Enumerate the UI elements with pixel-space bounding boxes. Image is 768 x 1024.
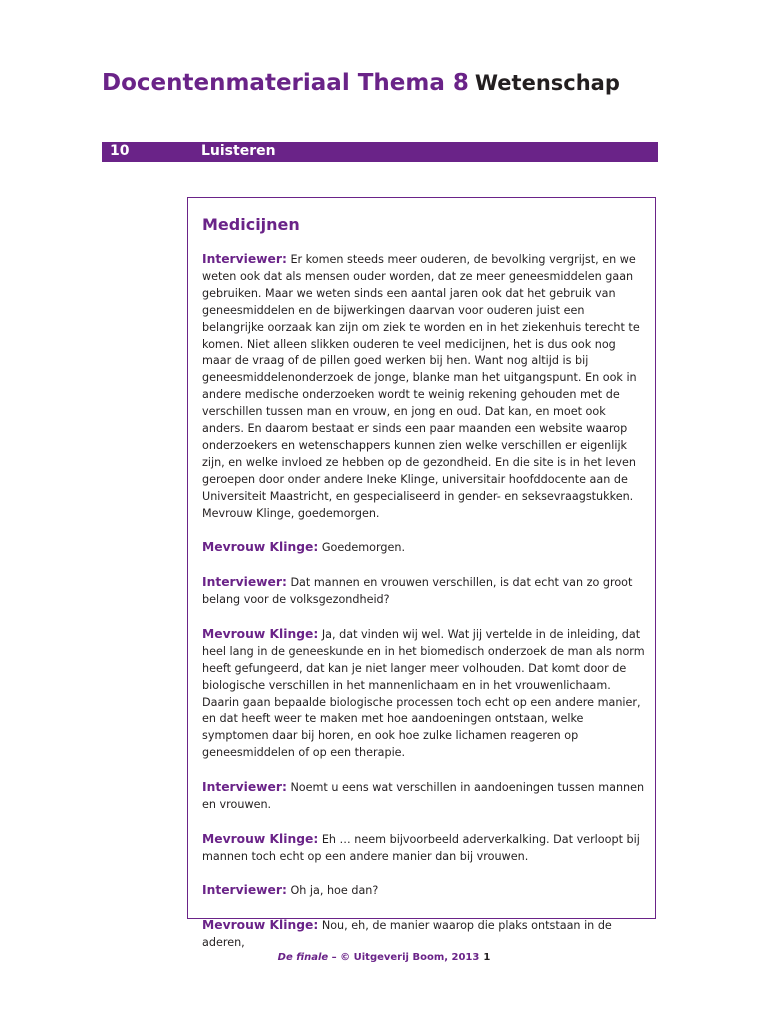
section-title: Luisteren: [201, 143, 276, 159]
paragraph-text: Eh … neem bijvoorbeeld aderverkalking. Dat verloopt bij mannen toch echt op een andere manier dan bij vrouwen.: [202, 832, 640, 863]
footer-copyright: – © Uitgeverij Boom, 2013: [328, 952, 480, 963]
section-bar: [102, 142, 658, 162]
transcript-paragraph: [202, 574, 647, 609]
page-number: 1: [483, 952, 491, 963]
speaker-label: Mevrouw Klinge:: [202, 831, 319, 846]
paragraph-text: Er komen steeds meer ouderen, de bevolking vergrijst, en we weten ook dat als mensen ouder worden, dat ze meer geneesmiddelen gaan gebruiken. Maar we weten sinds een aantal jaren ook dat het gebruik van geneesmiddelen en de bijwerkingen daarvan voor ouderen juist een belangrijke oorzaak kan zijn om ziek te worden en in het ziekenhuis terecht te komen. Niet alleen slikken ouderen te veel medicijnen, het is dus ook nog maar de vraag of de pillen goed werken bij hen. Want nog altijd is bij geneesmiddelenonderzoek de jonge, blanke man het uitgangspunt. En ook in andere medische onderzoeken wordt te weinig rekening gehouden met de verschillen tussen man en vrouw, en jong en oud. Dat kan, en moet ook anders. En daarom bestaat er sinds een paar maanden een website waarop onderzoekers en wetenschappers kunnen zien welke verschillen er eigenlijk zijn, en welke invloed ze hebben op de gezondheid. En die site is in het leven geroepen door onder andere Ineke Klinge, universitair hoofddocente aan de Universiteit Maastricht, en gespecialiseerd in gender- en seksevraagstukken. Mevrouw Klinge, goedemorgen.: [202, 253, 640, 520]
speaker-label: Interviewer:: [202, 780, 287, 795]
speaker-label: Mevrouw Klinge:: [202, 540, 319, 555]
transcript-title: Medicijnen: [202, 215, 300, 234]
transcript-paragraph: [202, 917, 647, 952]
section-number: 10: [110, 143, 130, 159]
transcript-paragraph: [202, 626, 647, 762]
transcript-content: [202, 251, 647, 969]
transcript-paragraph: [202, 539, 647, 557]
transcript-box: [187, 197, 656, 950]
speaker-label: Interviewer:: [202, 252, 287, 266]
header-theme: Wetenschap: [474, 71, 620, 95]
paragraph-text: Noemt u eens wat verschillen in aandoeningen tussen mannen en vrouwen.: [202, 781, 645, 811]
paragraph-text: Goedemorgen.: [321, 541, 406, 555]
paragraph-text: Nou, eh, de manier waarop die plaks ontstaan in de aderen,: [202, 919, 612, 950]
header-title: Docentenmateriaal Thema 8: [102, 70, 469, 96]
speaker-label: Mevrouw Klinge:: [202, 626, 319, 641]
paragraph-text: Ja, dat vinden wij wel. Wat jij vertelde in de inleiding, dat heel lang in de geneeskunde en in het biomedisch onderzoek de man als norm heeft gefungeerd, dat kan je niet langer meer volhouden. Dat komt door de biologische verschillen in het mannenlichaam en in het vrouwenlichaam. Daarin gaan bepaalde biologische processen toch echt op een andere manier, en dat heeft weer te maken met hoe aandoeningen ontstaan, welke symptomen daar bij horen, en ook hoe zulke lichamen reageren op geneesmiddelen of op een therapie.: [202, 627, 645, 760]
transcript-paragraph: [202, 882, 647, 900]
page-footer: [0, 952, 768, 963]
footer-book-title: De finale: [277, 952, 329, 963]
speaker-label: Mevrouw Klinge:: [202, 918, 319, 933]
transcript-paragraph: [202, 831, 647, 866]
transcript-paragraph: [202, 779, 647, 814]
speaker-label: Interviewer:: [202, 883, 287, 898]
paragraph-text: Oh ja, hoe dan?: [290, 884, 379, 898]
paragraph-text: Dat mannen en vrouwen verschillen, is dat echt van zo groot belang voor de volksgezondheid?: [202, 576, 633, 607]
page-header: [102, 70, 620, 96]
transcript-paragraph: [202, 251, 647, 523]
speaker-label: Interviewer:: [202, 575, 287, 590]
